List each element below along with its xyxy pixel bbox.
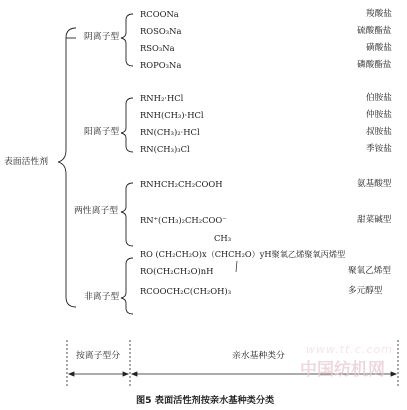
formula-sulfonate: RSO₃Na	[140, 43, 175, 53]
formula-amino-acid: RNHCH₂CH₂COOH	[140, 179, 223, 189]
group-label-cation: 阳离子型	[84, 127, 120, 137]
formula-polyol: RCOOCH₂C(CH₂OH)₃	[140, 286, 232, 296]
name-phosphate: 磷酸酯盐	[357, 60, 392, 70]
name-betaine: 甜菜碱型	[357, 215, 392, 225]
name-amino-acid: 氨基酸型	[357, 179, 392, 189]
sub-mark	[236, 261, 237, 272]
name-sulfate: 硫酸酯盐	[357, 26, 392, 36]
formula-betaine: RN⁺(CH₃)₂CH₂COO⁻	[140, 215, 227, 225]
name-tertiary-amine: 叔胺盐	[366, 127, 392, 137]
formula-carboxylate: RCOONa	[140, 9, 179, 19]
name-sulfonate: 磺酸盐	[366, 43, 392, 53]
figure-caption: 图5 表面活性剂按亲水基种类分类	[136, 395, 275, 406]
formula-tertiary-amine: RN(CH₃)₂·HCl	[140, 127, 200, 137]
formula-secondary-amine: RNH(CH₃)·HCl	[140, 110, 204, 120]
name-polyol: 多元醇型	[348, 286, 383, 296]
name-secondary-amine: 仲胺盐	[366, 110, 392, 120]
watermark-logo: 中国纺机网	[300, 360, 385, 380]
formula-polyoxyethylene-polyoxypropylene: RO (CH₂CH₂O)x（CHCH₂O）yH聚氧乙烯聚氧丙烯型	[140, 249, 346, 259]
formula-phosphate: ROPO₃Na	[140, 60, 182, 70]
group-label-nonionic: 非离子型	[84, 292, 120, 302]
name-polyoxyethylene: 聚氧乙烯型	[348, 266, 391, 276]
root-label: 表面活性剂	[4, 157, 48, 167]
formula-methyl-sub: CH₃	[214, 233, 232, 243]
name-primary-amine: 伯胺盐	[366, 93, 392, 103]
root-brace	[58, 28, 76, 307]
anion-brace	[121, 14, 133, 66]
formula-primary-amine: RNH₂·HCl	[140, 93, 184, 103]
group-label-amphoteric: 两性离子型	[74, 206, 118, 216]
name-carboxylate: 羧酸盐	[366, 9, 392, 19]
formula-polyoxyethylene: RO(CH₂CH₂O)nH	[140, 266, 214, 276]
cation-brace	[121, 98, 133, 152]
amphoteric-brace	[121, 183, 133, 246]
group-label-anion: 阴离子型	[84, 32, 120, 42]
axis-label-ionic: 按离子型分	[76, 351, 120, 361]
formula-sulfate: ROSO₃Na	[140, 26, 182, 36]
axis-label-hydrophilic: 亲水基种类分	[232, 351, 285, 361]
name-quaternary: 季铵盐	[366, 144, 392, 154]
formula-quaternary: RN(CH₃)₃Cl	[140, 144, 190, 154]
nonionic-brace	[121, 258, 133, 314]
watermark-url: www.tt.c.com	[306, 343, 393, 356]
